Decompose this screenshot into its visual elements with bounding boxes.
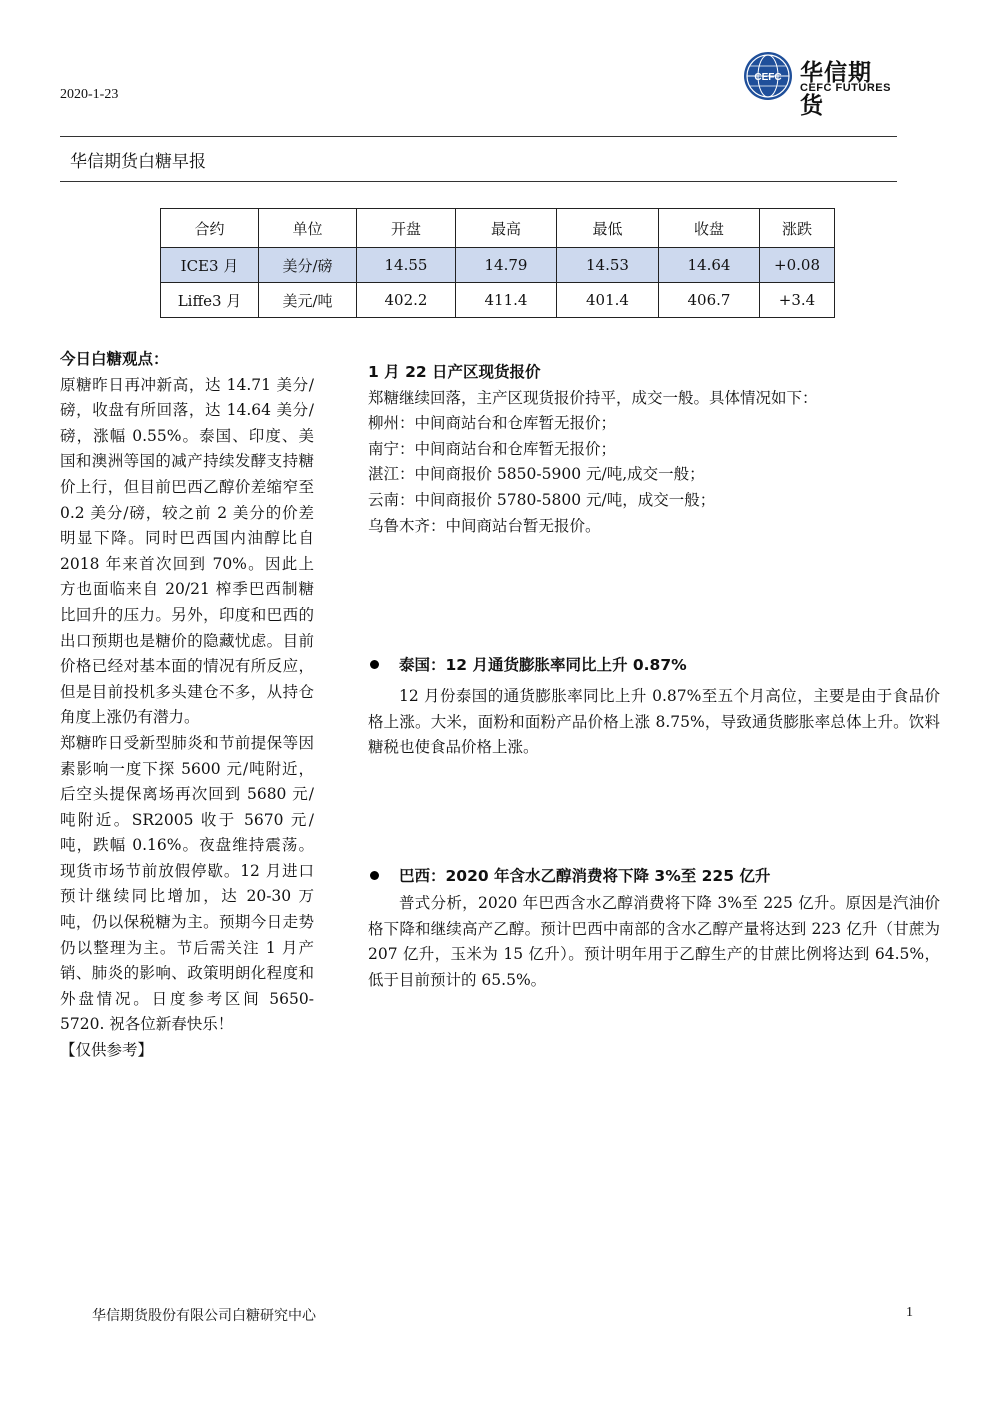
table-cell: 14.53 bbox=[557, 248, 659, 283]
table-header-cell: 最低 bbox=[557, 209, 659, 248]
spot-price-title: 1 月 22 日产区现货报价 bbox=[368, 363, 541, 381]
bullet-icon bbox=[370, 871, 379, 880]
report-title: 华信期货白糖早报 bbox=[70, 152, 206, 172]
header-divider-top bbox=[60, 136, 897, 137]
disclaimer-note: 【仅供参考】 bbox=[60, 1041, 154, 1060]
raw-sugar-paragraph: 原糖昨日再冲新高，达 14.71 美分/磅，收盘有所回落，达 14.64 美分/磅，涨幅 0.55%。泰国、印度、美国和澳洲等国的减产持续发酵支持糖价上行，但目前巴西乙醇价差缩窄至 0.2 美分/磅，较之前 2 美分的价差明显下降。同时巴西国内油醇比自 2018 年来首次回到 70%。因此上方也面临来自 20/21 榨季巴西制糖比回升的压力。另外，印度和巴西的出口预期也是糖价的隐藏忧虑。目前价格已经对基本面的情况有所反应，但是目前投机多头建仓不多，从持仓角度上涨仍有潜力。 bbox=[60, 375, 314, 727]
news-body-brazil bbox=[368, 891, 940, 993]
table-cell: 401.4 bbox=[557, 283, 659, 318]
table-header-cell: 开盘 bbox=[357, 209, 456, 248]
table-cell: Liffe3 月 bbox=[161, 283, 259, 318]
table-cell: 14.55 bbox=[357, 248, 456, 283]
globe-emblem-icon bbox=[742, 50, 794, 102]
table-cell: 14.64 bbox=[659, 248, 760, 283]
table-header-row bbox=[161, 209, 835, 248]
footer-organization: 华信期货股份有限公司白糖研究中心 bbox=[92, 1308, 316, 1324]
spot-line: 郑糖继续回落，主产区现货报价持平，成交一般。具体情况如下： bbox=[368, 388, 818, 407]
table-header-cell: 合约 bbox=[161, 209, 259, 248]
spot-line: 南宁：中间商站台和仓库暂无报价； bbox=[368, 439, 617, 458]
company-logo bbox=[742, 50, 892, 119]
table-header-cell: 涨跌 bbox=[760, 209, 835, 248]
svg-text:CEFC: CEFC bbox=[754, 72, 782, 83]
logo-text-cn: 华信期货 bbox=[800, 60, 872, 119]
news-title-thailand: 泰国：12 月通货膨胀率同比上升 0.87% bbox=[370, 653, 687, 675]
news-body-text: 普式分析，2020 年巴西含水乙醇消费将下降 3%至 225 亿升。原因是汽油价格下降和继续高产乙醇。预计巴西中南部的含水乙醇产量将达到 223 亿升（甘蔗为 207 亿升，玉米为 15 亿升）。预计明年用于乙醇生产的甘蔗比例将达到 64.5%，低于目前预计的 65.5%。 bbox=[368, 894, 940, 989]
table-row bbox=[161, 283, 835, 318]
report-date: 2020-1-23 bbox=[60, 87, 119, 102]
zhengzhou-sugar-paragraph: 郑糖昨日受新型肺炎和节前提保等因素影响一度下探 5600 元/吨附近，后空头提保离场再次回到 5680 元/吨附近。SR2005 收于 5670 元/吨，跌幅 0.16%。夜盘维持震荡。现货市场节前放假停歇。12 月进口预计继续同比增加，达 20-30 万吨，仍以保税糖为主。预期今日走势仍以整理为主。节后需关注 1 月产销、肺炎的影响、政策明朗化程度和外盘情况。日度参考区间 5650-5720. 祝各位新春快乐！ bbox=[60, 733, 314, 1034]
daily-view-heading: 今日白糖观点： bbox=[60, 350, 169, 368]
table-cell: 402.2 bbox=[357, 283, 456, 318]
price-table bbox=[160, 208, 835, 318]
table-row bbox=[161, 248, 835, 283]
table-cell: +0.08 bbox=[760, 248, 835, 283]
spot-line: 云南：中间商报价 5780-5800 元/吨，成交一般； bbox=[368, 490, 716, 509]
page-number: 1 bbox=[906, 1305, 913, 1320]
header-divider-bottom bbox=[60, 181, 897, 182]
spot-line: 湛江：中间商报价 5850-5900 元/吨,成交一般； bbox=[368, 465, 705, 484]
spot-line: 乌鲁木齐：中间商站台暂无报价。 bbox=[368, 516, 601, 535]
news-body-thailand bbox=[368, 684, 940, 761]
table-cell: 美元/吨 bbox=[259, 283, 357, 318]
table-cell: 14.79 bbox=[456, 248, 557, 283]
spot-line: 柳州：中间商站台和仓库暂无报价； bbox=[368, 414, 617, 433]
logo-text-en: CEFC FUTURES bbox=[800, 82, 891, 94]
table-header-cell: 最高 bbox=[456, 209, 557, 248]
table-cell: 美分/磅 bbox=[259, 248, 357, 283]
table-cell: 406.7 bbox=[659, 283, 760, 318]
table-header-cell: 收盘 bbox=[659, 209, 760, 248]
table-cell: +3.4 bbox=[760, 283, 835, 318]
daily-view-column bbox=[60, 347, 314, 1064]
bullet-icon bbox=[370, 660, 379, 669]
table-cell: 411.4 bbox=[456, 283, 557, 318]
table-cell: ICE3 月 bbox=[161, 248, 259, 283]
spot-price-section bbox=[368, 360, 908, 539]
news-title-brazil: 巴西：2020 年含水乙醇消费将下降 3%至 225 亿升 bbox=[370, 864, 770, 886]
table-header-cell: 单位 bbox=[259, 209, 357, 248]
news-body-text: 12 月份泰国的通货膨胀率同比上升 0.87%至五个月高位，主要是由于食品价格上涨。大米，面粉和面粉产品价格上涨 8.75%，导致通货膨胀率总体上升。饮料糖税也使食品价格上涨。 bbox=[368, 687, 940, 757]
